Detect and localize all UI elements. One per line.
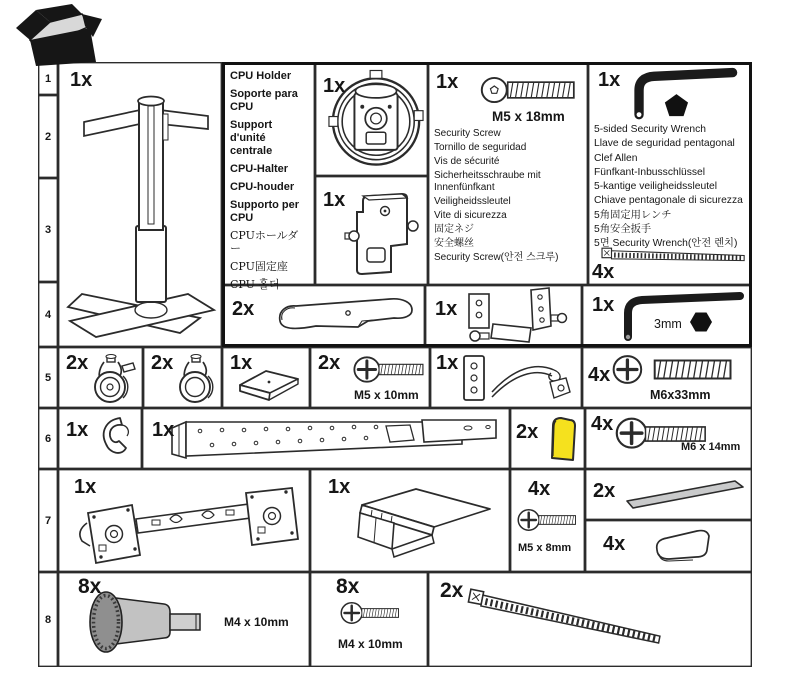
part-name: 固定ネジ <box>434 223 474 235</box>
cpu-name: Support d'unité centrale <box>230 118 273 157</box>
security-wrench-qty: 1x <box>598 69 621 91</box>
screw-m4x10-size: M4 x 10mm <box>338 637 403 651</box>
cap-cell <box>222 347 310 408</box>
hexagon-icon <box>690 312 712 332</box>
screw-m5x8-qty: 4x <box>528 478 551 500</box>
cable-ties-qty: 4x <box>592 261 615 283</box>
cpu-holder-names-cell <box>222 62 315 291</box>
screw-m6x14-cell <box>585 408 752 469</box>
screw-m6x33-qty: 4x <box>588 364 611 386</box>
screw-m5x8-illustration <box>517 505 579 535</box>
caster-qty: 2x <box>151 352 174 374</box>
part-name: 5-kantige veiligheidssleutel <box>594 181 718 193</box>
row-number-label: 7 <box>44 514 52 527</box>
stand-illustration <box>62 88 218 340</box>
row-number-3 <box>38 178 58 282</box>
hook-cell <box>58 408 142 469</box>
rail-illustration <box>170 414 500 464</box>
caster-brake-cell <box>58 347 143 408</box>
screw-m5x10-illustration <box>352 353 428 386</box>
row-number-4 <box>38 282 58 347</box>
monitor-bracket-qty: 1x <box>74 476 97 498</box>
tray-cell <box>310 469 510 572</box>
cable-tie-2-qty: 2x <box>440 579 464 602</box>
hook-bracket-qty: 1x <box>435 298 458 320</box>
screw-m5x8-cell <box>510 469 585 572</box>
rail-cell <box>142 408 510 469</box>
cpu-name: CPU-houder <box>230 180 295 193</box>
caster-cell <box>143 347 222 408</box>
cap-qty: 1x <box>230 352 253 374</box>
screw-m6x33-size: M6x33mm <box>650 388 711 402</box>
part-name: Clef Allen <box>594 152 638 164</box>
hook-qty: 1x <box>66 419 89 441</box>
caster-brake-illustration <box>86 354 136 404</box>
part-name: 安全螺丝 <box>434 237 474 249</box>
security-screw-illustration <box>480 72 580 108</box>
part-name: Security Screw <box>434 128 501 139</box>
row-number-7 <box>38 469 58 572</box>
cable-arm-qty: 2x <box>232 298 255 320</box>
security-wrench-illustration <box>620 66 746 124</box>
cpu-name: Supporto per CPU <box>230 198 300 224</box>
cable-tie-2-cell <box>428 572 752 667</box>
cpu-name: CPU Holder <box>230 70 292 82</box>
pad-cell <box>585 520 752 572</box>
part-name: 5角安全扳手 <box>594 223 652 235</box>
part-name: Llave de seguridad pentagonal <box>594 138 735 150</box>
pad-qty: 4x <box>603 533 626 555</box>
cpu-name: CPU 홀더 <box>230 277 280 291</box>
screw-m4x10-cell <box>310 572 428 667</box>
caster-illustration <box>173 354 217 404</box>
security-screw-size: M5 x 18mm <box>492 109 565 124</box>
cpu-holder-cell <box>315 62 428 176</box>
hook-illustration <box>96 414 134 464</box>
thumbscrew-qty: 8x <box>78 575 102 598</box>
screw-m6x33-illustration <box>612 351 748 388</box>
row-number-label: 6 <box>44 432 52 445</box>
row-number-label: 3 <box>44 224 52 236</box>
screw-m6x33-cell <box>582 347 752 408</box>
part-name: 5角固定用レンチ <box>594 209 672 221</box>
row-number-label: 8 <box>44 613 52 626</box>
caster-brake-qty: 2x <box>66 352 89 374</box>
rail-qty: 1x <box>152 419 175 441</box>
hex-key-cell <box>582 285 752 347</box>
pad-illustration <box>647 526 719 566</box>
screw-m5x10-cell <box>310 347 430 408</box>
security-screw-names <box>434 128 582 265</box>
row-number-label: 2 <box>44 130 52 143</box>
strip-qty: 2x <box>593 480 616 502</box>
row-number-6 <box>38 408 58 469</box>
security-wrench-names <box>594 124 750 252</box>
cpu-holder-names <box>230 70 308 297</box>
hex-key-illustration <box>618 291 746 343</box>
part-name: 5-sided Security Wrench <box>594 124 706 135</box>
cable-tie-2-illustration <box>464 584 679 646</box>
spacer-cell <box>510 408 585 469</box>
part-name: Security Screw(안전 스크루) <box>434 251 559 263</box>
cable-arm-illustration <box>270 293 418 341</box>
cpu-name: Soporte para CPU <box>230 87 298 113</box>
row-number-2 <box>38 95 58 178</box>
strip-illustration <box>623 477 747 511</box>
hook-bracket-cell <box>425 285 582 347</box>
part-name: 5면 Security Wrench(안전 렌치) <box>594 238 738 250</box>
stand-qty: 1x <box>70 69 93 91</box>
screw-m5x8-size: M5 x 8mm <box>518 542 572 554</box>
row-number-1 <box>38 62 58 95</box>
row-number-label: 1 <box>44 72 52 85</box>
security-screw-qty: 1x <box>436 71 459 93</box>
part-name: Vite di sicurezza <box>434 209 507 221</box>
cpu-name: CPU-Halter <box>230 162 289 175</box>
cpu-name: CPU固定座 <box>230 259 288 273</box>
strip-cell <box>585 469 752 520</box>
monitor-bracket-illustration <box>74 483 302 568</box>
screw-m4x10-qty: 8x <box>336 575 360 598</box>
screw-m6x14-qty: 4x <box>591 413 614 435</box>
screw-m5x10-size: M5 x 10mm <box>354 388 419 402</box>
cpu-bracket-qty: 1x <box>323 189 346 211</box>
cpu-bracket-cell <box>315 176 428 285</box>
part-name: Chiave pentagonale di sicurezza <box>594 195 743 207</box>
part-name: Tornillo de seguridad <box>434 141 527 153</box>
stand-cell <box>58 62 222 347</box>
plate-hook-cell <box>430 347 582 408</box>
cpu-name: CPUホールダー <box>230 228 299 255</box>
security-screw-cell <box>428 62 588 285</box>
part-name: Sicherheitsschraube mit Innenfünfkant <box>434 169 541 194</box>
spacer-illustration <box>546 414 578 464</box>
cpu-bracket-illustration <box>343 184 423 279</box>
cpu-holder-qty: 1x <box>323 75 346 97</box>
tray-qty: 1x <box>328 476 351 498</box>
hex-key-qty: 1x <box>592 294 615 316</box>
hex-key-size: 3mm <box>654 317 682 331</box>
part-name: Fünfkant-Inbusschlüssel <box>594 166 706 178</box>
thumbscrew-size: M4 x 10mm <box>224 615 289 629</box>
plate-hook-illustration <box>462 352 574 404</box>
row-number-5 <box>38 347 58 408</box>
screw-m6x14-size: M6 x 14mm <box>681 441 741 453</box>
tray-illustration <box>338 483 498 565</box>
screw-m5x10-qty: 2x <box>318 352 341 374</box>
row-number-label: 4 <box>44 308 52 321</box>
row-number-label: 5 <box>44 371 52 384</box>
row-number-8 <box>38 572 58 667</box>
plate-hook-qty: 1x <box>436 352 459 374</box>
part-name: Vis de sécurité <box>434 155 500 167</box>
security-wrench-cell <box>588 62 752 285</box>
thumbscrew-illustration <box>86 586 216 658</box>
screw-m4x10-illustration <box>340 598 402 628</box>
part-name: Veiligheidssleutel <box>434 195 511 207</box>
hook-bracket-illustration <box>465 288 575 344</box>
open-box-icon <box>14 2 106 66</box>
thumbscrew-cell <box>58 572 310 667</box>
spacer-qty: 2x <box>516 421 539 443</box>
monitor-bracket-cell <box>58 469 310 572</box>
